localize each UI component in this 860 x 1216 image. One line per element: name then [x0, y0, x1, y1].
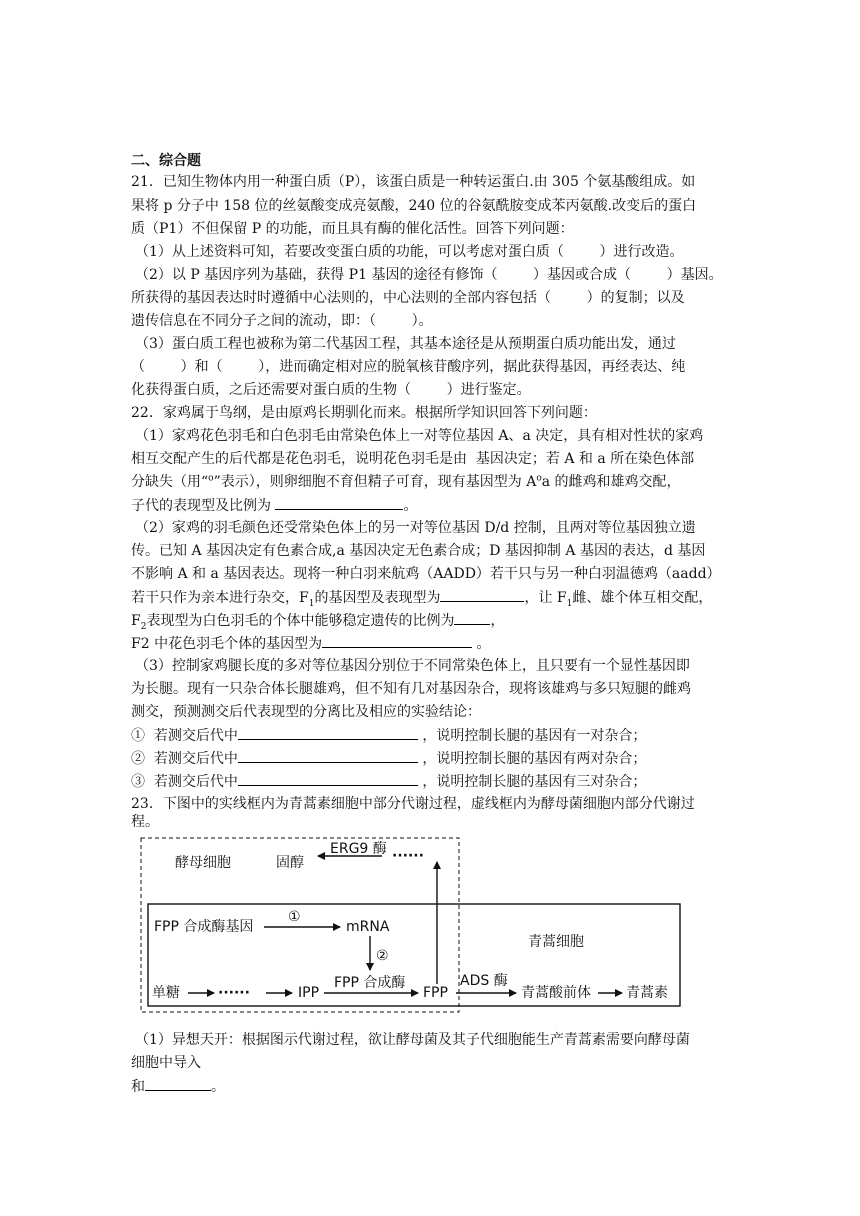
q23-part-1-end: 。 [211, 1079, 225, 1095]
q22-line-8: 不影响 A 和 a 基因表达。现将一种白羽来航鸡（AADD）若干只与另一种白羽温德鸡（aadd） [131, 566, 721, 582]
q22-line-5-end: 。 [403, 498, 418, 514]
q22-line-11 [131, 633, 491, 654]
deletion-mark: o [208, 473, 214, 484]
erg9-label: ERG9 酶 [330, 841, 387, 857]
monosaccharide-label: 单糖 [152, 985, 180, 1001]
q22-line-9-b: 的基因型及表现型为 [314, 590, 441, 606]
answer-blank [322, 633, 472, 648]
answer-blank [238, 725, 418, 740]
q22-line-12: （3）控制家鸡腿长度的多对等位基因分别位于不同常染色体上，且只要有一个显性基因即 [135, 658, 690, 674]
q21-line-2: 果将 p 分子中 158 位的丝氨酸变成亮氨酸，240 位的谷氨酰胺变成苯丙氨酸.改变后的蛋白 [131, 198, 697, 214]
ellipsis-dots: ······ [392, 848, 424, 864]
q21-line-7: 遗传信息在不同分子之间的流动，即：（ ）。 [131, 313, 433, 329]
answer-blank [454, 610, 490, 625]
q22-line-11-end: 。 [472, 636, 491, 652]
step-1-label: ① [288, 909, 301, 925]
q22-line-5 [131, 495, 417, 516]
subscript-1b: 1 [566, 598, 573, 609]
q22-line-10-b: 表现型为白色羽毛的个体中能够稳定遗传的比例为 [146, 613, 455, 629]
q21-line-8: （3）蛋白质工程也被称为第二代基因工程，其基本途径是从预期蛋白质功能出发，通过 [135, 336, 676, 352]
outcome-3-a: ③ 若测交后代中 [131, 774, 238, 790]
mrna-label: mRNA [346, 919, 390, 935]
q22-line-1: 22．家鸡属于鸟纲，是由原鸡长期驯化而来。根据所学知识回答下列问题： [131, 405, 597, 421]
q23-part-1-line-1: （1）异想天开：根据图示代谢过程，欲让酵母菌及其子代细胞能生产青蒿素需要向酵母菌 [135, 1032, 690, 1048]
metabolic-pathway-diagram [140, 836, 700, 1016]
q22-line-9-c: ，让 F [524, 590, 567, 606]
q22-line-2: （1）家鸡花色羽毛和白色羽毛由常染色体上一对等位基因 A、a 决定，具有相对性状的家鸡 [135, 428, 704, 444]
q22-line-6: （2）家鸡的羽毛颜色还受常染色体上的另一对等位基因 D/d 控制，且两对等位基因独立遗 [135, 520, 696, 536]
outcome-2-a: ② 若测交后代中 [131, 751, 238, 767]
step-2-label: ② [376, 948, 389, 964]
q22-line-4-b: ”表示），则卵细胞不育但精子可育，现有基因型为 A [213, 474, 537, 490]
ellipsis-dots-2: ······ [218, 985, 250, 1001]
artemisia-cell-label: 青蒿细胞 [528, 934, 584, 950]
q21-line-4: （1）从上述资料可知，若要改变蛋白质的功能，可以考虑对蛋白质（ ）进行改造。 [135, 244, 684, 260]
outcome-2 [131, 748, 646, 769]
outcome-2-b: ，说明控制长腿的基因有两对杂合； [417, 751, 647, 767]
answer-blank [238, 748, 418, 763]
q22-line-11-text: F2 中花色羽毛个体的基因型为 [131, 636, 323, 652]
q22-line-10 [131, 610, 504, 631]
answer-blank [440, 587, 524, 602]
artemisinin-label: 青蒿素 [626, 985, 668, 1001]
q22-line-5-text: 子代的表现型及比例为 [131, 498, 276, 514]
q21-line-10: 化获得蛋白质，之后还需要对蛋白质的生物（ ）进行鉴定。 [131, 382, 531, 398]
fpp-synthase-gene-label: FPP 合成酶基因 [154, 919, 254, 935]
fpp-label: FPP [423, 985, 448, 1001]
yeast-cell-label: 酵母细胞 [175, 855, 231, 871]
q22-line-9-a: 若干只作为亲本进行杂交，F [131, 590, 309, 606]
subscript-2: 2 [140, 621, 147, 632]
q22-line-14: 测交，预测测交后代表现型的分离比及相应的实验结论： [131, 704, 481, 720]
subscript-1: 1 [308, 598, 315, 609]
q22-line-7: 传。已知 A 基因决定有色素合成,a 基因决定无色素合成；D 基因抑制 A 基因的表达，d 基因 [131, 543, 706, 559]
q22-line-4-a: 分缺失（用“ [131, 474, 209, 490]
q22-line-9-d: 雌、雄个体互相交配， [572, 590, 713, 606]
fpp-synthase-label: FPP 合成酶 [334, 975, 406, 991]
q22-line-10-a: F [131, 613, 141, 629]
q23-part-1-line-2: 细胞中导入 [131, 1055, 201, 1071]
q21-line-3: 质（P1）不但保留 P 的功能，而且具有酶的催化活性。回答下列问题： [131, 221, 574, 237]
q22-line-4 [131, 472, 681, 492]
q21-line-6: 所获得的基因表达时时遵循中心法则的，中心法则的全部内容包括（ ）的复制；以及 [131, 290, 685, 306]
q22-line-9 [131, 587, 712, 608]
outcome-1-a: ① 若测交后代中 [131, 728, 238, 744]
answer-blank [275, 495, 403, 510]
precursor-label: 青蒿酸前体 [521, 985, 591, 1001]
q23-part-1-and: 和 [131, 1079, 145, 1095]
q22-line-13: 为长腿。现有一只杂合体长腿雄鸡，但不知有几对基因杂合，现将该雄鸡与多只短腿的雌鸡 [131, 681, 691, 697]
ads-enzyme-label: ADS 酶 [460, 973, 508, 989]
q23-line-1: 23．下图中的实线框内为青蒿素细胞中部分代谢过程，虚线框内为酵母菌细胞内部分代谢过 [131, 796, 695, 812]
q22-line-3: 相互交配产生的后代都是花色羽毛，说明花色羽毛是由 基因决定；若 A 和 a 所在染色体部 [131, 451, 695, 467]
sterol-label: 固醇 [276, 855, 304, 871]
outcome-1 [131, 725, 646, 746]
q21-line-5: （2）以 P 基因序列为基础，获得 P1 基因的途径有修饰（ ）基因或合成（ ）基因。 [135, 267, 723, 283]
section-title: 二、综合题 [131, 153, 201, 169]
q22-line-4-c: a 的雌鸡和雄鸡交配， [541, 474, 681, 490]
q23-part-1-line-3 [131, 1076, 225, 1097]
q22-line-10-c: ， [490, 613, 505, 629]
ipp-label: IPP [298, 985, 320, 1001]
outcome-3 [131, 771, 646, 792]
outcome-3-b: ，说明控制长腿的基因有三对杂合； [417, 774, 647, 790]
answer-blank [145, 1076, 211, 1091]
deletion-mark-2: o [536, 473, 542, 484]
q23-line-2: 程。 [131, 814, 159, 830]
q21-line-1: 21．已知生物体内用一种蛋白质（P），该蛋白质是一种转运蛋白.由 305 个氨基酸组成。如 [131, 174, 696, 190]
answer-blank [238, 771, 418, 786]
outcome-1-b: ，说明控制长腿的基因有一对杂合； [417, 728, 647, 744]
q21-line-9: （ ）和（ ），进而确定相对应的脱氧核苷酸序列，据此获得基因，再经表达、纯 [131, 359, 686, 375]
